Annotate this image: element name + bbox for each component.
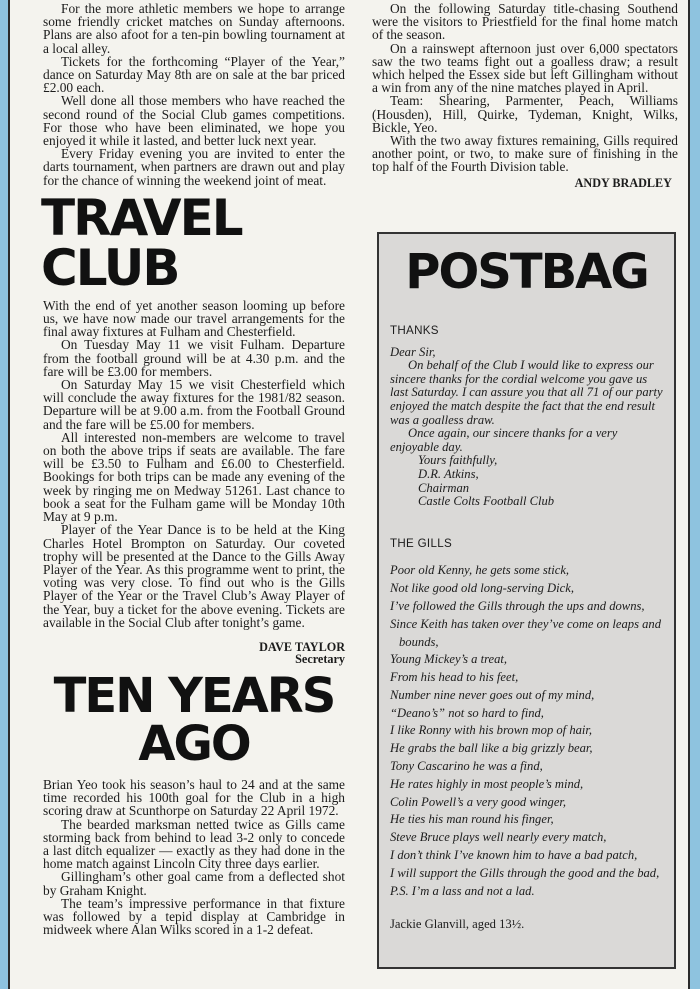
- ten-years-ago-paragraph: The bearded marksman netted twice as Gills came storming back from behind to lead 3-2 only to concede a last ditch equalizer — exactly as they had done in the home match against Lincoln City three days earlier.: [43, 816, 345, 872]
- poem-line: I will support the Gills through the good and the bad,: [390, 865, 660, 880]
- poem-author: Jackie Glanvill, aged 13½.: [390, 917, 525, 932]
- letter-paragraph: Once again, our sincere thanks for a very enjoyable day.: [390, 426, 618, 454]
- poem-line: He grabs the ball like a big grizzly bear,: [390, 741, 593, 756]
- social-club-paragraph: Well done all those members who have reached the second round of the Social Club games competitions. For those who have been eliminated, we hope you enjoyed it while it lasted, and better luck next year.: [43, 93, 345, 149]
- ten-years-ago-paragraph: Brian Yeo took his season’s haul to 24 and at the same time recorded his 100th goal for the Club in a high scoring draw at Scunthorpe on Saturday 22 April 1972.: [43, 776, 345, 819]
- thanks-label: THANKS: [390, 324, 439, 337]
- ten-years-ago-heading-line-2: AGO: [138, 715, 250, 772]
- poem-line: Not like good old long-serving Dick,: [390, 581, 574, 596]
- postbag-heading: POSTBAG: [405, 244, 648, 300]
- poem-line: Poor old Kenny, he gets some stick,: [390, 563, 570, 578]
- poem-line: I like Ronny with his brown mop of hair,: [390, 723, 593, 738]
- poem-line: He rates highly in most people’s mind,: [390, 776, 584, 791]
- poem-line: Tony Cascarino he was a find,: [390, 759, 543, 774]
- poem-line: “Deano’s” not so hard to find,: [390, 705, 544, 720]
- postbag-box: [377, 232, 676, 969]
- travel-club-paragraph: Player of the Year Dance is to be held at the King Charles Hotel Brompton on Saturday. Our coveted trophy will be presented at the Dance to the Gills Away Player of the Year. As this programme went to print, the voting was very close. To find out who is the Gills Player of the Year or the Travel Club’s Away Player of the Year, buy a ticket for the above evening. Tickets are available in the Social Club after tonight’s game.: [43, 522, 345, 630]
- poem-label: THE GILLS: [390, 536, 452, 550]
- social-club-paragraph: Every Friday evening you are invited to enter the darts tournament, when partners are drawn out and play for the chance of winning the weekend joint of meat.: [43, 146, 345, 188]
- poem-line: Colin Powell’s a very good winger,: [390, 794, 567, 809]
- letter-signoff: Chairman: [418, 480, 470, 495]
- travel-club-paragraph: All interested non-members are welcome to travel on both the above trips if seats are available. The fare will be £3.50 to Fulham and £6.00 to Chesterfield. Bookings for both trips can be made any evening of the week by ringing me on Medway 51261. Last chance to book a seat for the Fulham game will be Monday 10th May at 9 p.m.: [43, 429, 345, 525]
- ten-years-ago-paragraph: Gillingham’s other goal came from a deflected shot by Graham Knight.: [43, 869, 345, 898]
- thanks-letter: [390, 346, 663, 509]
- poem-line: P.S. I’m a lass and not a lad.: [390, 883, 535, 898]
- match-report-paragraph: With the two away fixtures remaining, Gills required another point, or two, to make sure of finishing in the top half of the Fourth Division table.: [372, 133, 678, 175]
- match-report-paragraph: On the following Saturday title-chasing Southend were the visitors to Priestfield for the final home match of the season.: [372, 1, 678, 43]
- poem-line: Number nine never goes out of my mind,: [390, 687, 595, 702]
- letter-signoff: D.R. Atkins,: [418, 466, 479, 481]
- social-club-paragraph: Tickets for the forthcoming “Player of the Year,” dance on Saturday May 8th are on sale at the bar priced £2.00 each.: [43, 53, 345, 96]
- letter-signoff: Castle Colts Football Club: [418, 494, 555, 509]
- match-report-author: ANDY BRADLEY: [574, 175, 672, 190]
- social-club-paragraph: For the more athletic members we hope to arrange some friendly cricket matches on Sunday afternoons. Plans are also afoot for a ten-pin bowling tournament at a local alley.: [43, 1, 345, 56]
- poem: [390, 562, 663, 900]
- right-column: [372, 2, 678, 189]
- travel-club-author-role: Secretary: [295, 652, 345, 667]
- travel-club-paragraph: On Tuesday May 11 we visit Fulham. Departure from the football ground will be at 4.30 p.m. and the fare will be £3.00 for members.: [43, 337, 345, 379]
- ten-years-ago-heading: [43, 667, 345, 772]
- match-report-paragraph: On a rainswept afternoon just over 6,000 spectators saw the two teams fight out a goalless draw; a result which helped the Essex side but left Gillingham without a win from any of the nine matches played in April.: [372, 40, 678, 96]
- travel-club-author: DAVE TAYLOR: [259, 639, 345, 654]
- poem-line: I’ve followed the Gills through the ups and downs,: [390, 598, 645, 613]
- travel-club-paragraph: With the end of yet another season looming up before us, we have now made our travel arrangements for the final away fixtures at Fulham and Chesterfield.: [43, 297, 345, 340]
- poem-line: Young Mickey’s a treat,: [390, 652, 508, 667]
- poem-line: Since Keith has taken over they’ve come on leaps and bounds,: [390, 616, 662, 649]
- travel-club-heading: TRAVEL CLUB: [41, 188, 242, 297]
- match-report-paragraph: Team: Shearing, Parmenter, Peach, Williams (Housden), Hill, Quirke, Tydeman, Knight, Wilks, Bickle, Yeo.: [372, 93, 678, 135]
- letter-salutation: Dear Sir,: [390, 344, 436, 359]
- travel-club-paragraph: On Saturday May 15 we visit Chesterfield which will conclude the away fixtures for the 1981/82 season. Departure will be at 9.00 a.m. from the Football Ground and the fare will be £5.00 for members.: [43, 377, 345, 432]
- ten-years-ago-heading-line-1: TEN YEARS: [53, 667, 335, 724]
- poem-line: From his head to his feet,: [390, 670, 519, 685]
- poem-line: I don’t think I’ve known him to have a bad patch,: [390, 848, 638, 863]
- ten-years-ago-paragraph: The team’s impressive performance in that fixture was followed by a tepid display at Cambridge in midweek where Alan Wilks scored in a 1-2 defeat.: [43, 895, 345, 938]
- letter-signoff: Yours faithfully,: [418, 453, 498, 468]
- poem-line: Steve Bruce plays well nearly every match,: [390, 830, 607, 845]
- left-column: [43, 2, 345, 936]
- letter-paragraph: On behalf of the Club I would like to express our sincere thanks for the cordial welcome you gave us last Saturday. I can assure you that all 71 of our party enjoyed the match despite the fact that the end result was a goalless draw.: [390, 358, 663, 427]
- programme-page: [8, 0, 690, 989]
- poem-line: He ties his man round his finger,: [390, 812, 554, 827]
